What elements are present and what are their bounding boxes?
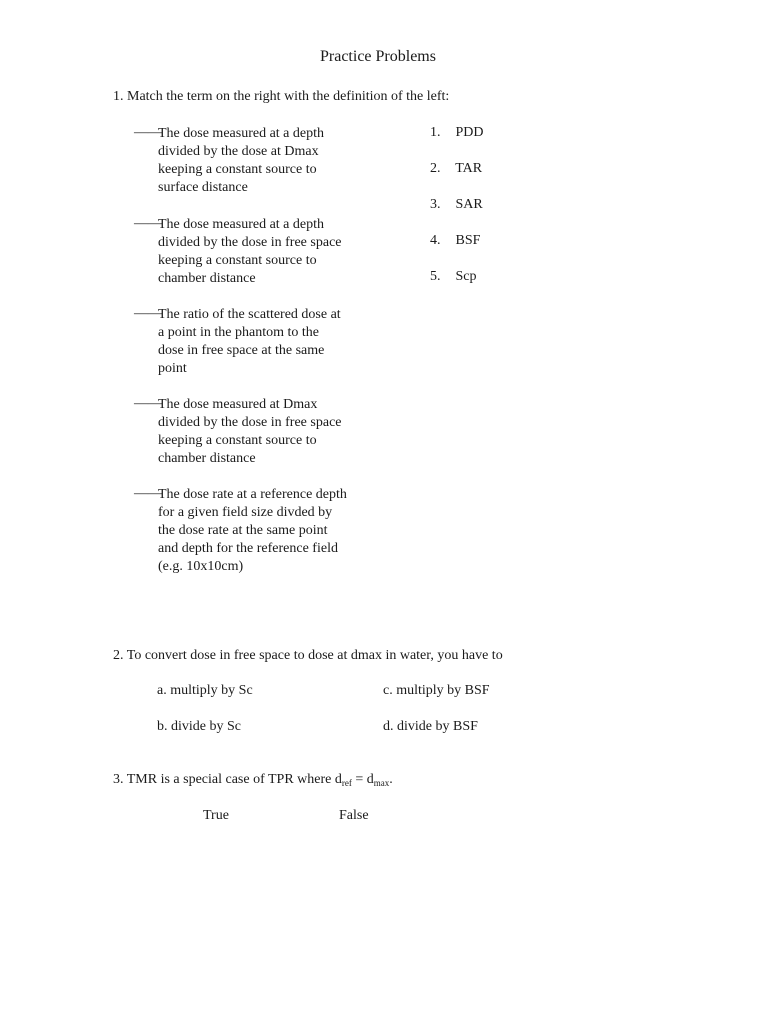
- question-3-text: 3. TMR is a special case of TPR where d: [113, 772, 342, 787]
- option-c[interactable]: c. multiply by BSF: [383, 683, 490, 698]
- question-3-equals: = d: [351, 772, 374, 787]
- question-1-prompt: 1. Match the term on the right with the definition of the left:: [113, 89, 450, 104]
- term-label: Scp: [455, 269, 477, 284]
- term-2: [430, 160, 482, 178]
- definition-line: keeping a constant source to: [158, 253, 317, 268]
- term-number: 1.: [430, 125, 441, 140]
- option-a[interactable]: a. multiply by Sc: [157, 683, 253, 698]
- definition-line: (e.g. 10x10cm): [158, 559, 244, 574]
- definition-line: The dose rate at a reference depth: [158, 487, 347, 502]
- term-number: 5.: [430, 269, 441, 284]
- answer-blank[interactable]: ——: [134, 125, 162, 140]
- term-label: BSF: [455, 233, 481, 248]
- definition-line: point: [158, 361, 187, 376]
- question-3-period: .: [389, 772, 393, 787]
- definition-line: keeping a constant source to: [158, 433, 317, 448]
- definition-line: divided by the dose at Dmax: [158, 144, 319, 159]
- term-label: PDD: [455, 125, 484, 140]
- option-b[interactable]: b. divide by Sc: [157, 719, 241, 734]
- definition-line: keeping a constant source to: [158, 162, 317, 177]
- answer-blank[interactable]: ——: [134, 396, 162, 411]
- term-5: [430, 268, 477, 286]
- true-option[interactable]: True: [203, 808, 229, 823]
- answer-blank[interactable]: ——: [134, 306, 162, 321]
- definition-line: divided by the dose in free space: [158, 415, 342, 430]
- definition-line: The ratio of the scattered dose at: [158, 307, 341, 322]
- definition-line: a point in the phantom to the: [158, 325, 319, 340]
- definition-line: divided by the dose in free space: [158, 235, 342, 250]
- false-option[interactable]: False: [339, 808, 369, 823]
- term-3: [430, 196, 483, 214]
- answer-blank[interactable]: ——: [134, 216, 162, 231]
- definition-line: chamber distance: [158, 451, 256, 466]
- definition-line: for a given field size divded by: [158, 505, 333, 520]
- option-d[interactable]: d. divide by BSF: [383, 719, 478, 734]
- term-number: 3.: [430, 197, 441, 212]
- term-label: TAR: [455, 161, 483, 176]
- definition-line: chamber distance: [158, 271, 256, 286]
- answer-blank[interactable]: ——: [134, 486, 162, 501]
- page-title: Practice Problems: [320, 48, 436, 65]
- definition-line: and depth for the reference field: [158, 541, 338, 556]
- definition-line: The dose measured at Dmax: [158, 397, 318, 412]
- term-number: 4.: [430, 233, 441, 248]
- subscript-max: max: [373, 778, 390, 788]
- subscript-ref: ref: [341, 778, 352, 788]
- question-3-prompt: [113, 772, 393, 788]
- definition-line: The dose measured at a depth: [158, 217, 324, 232]
- definition-line: The dose measured at a depth: [158, 126, 324, 141]
- term-1: [430, 124, 484, 142]
- term-label: SAR: [455, 197, 483, 212]
- term-number: 2.: [430, 161, 441, 176]
- definition-line: surface distance: [158, 180, 248, 195]
- definition-line: dose in free space at the same: [158, 343, 325, 358]
- definition-line: the dose rate at the same point: [158, 523, 328, 538]
- term-4: [430, 232, 480, 250]
- question-2-prompt: 2. To convert dose in free space to dose at dmax in water, you have to: [113, 648, 503, 663]
